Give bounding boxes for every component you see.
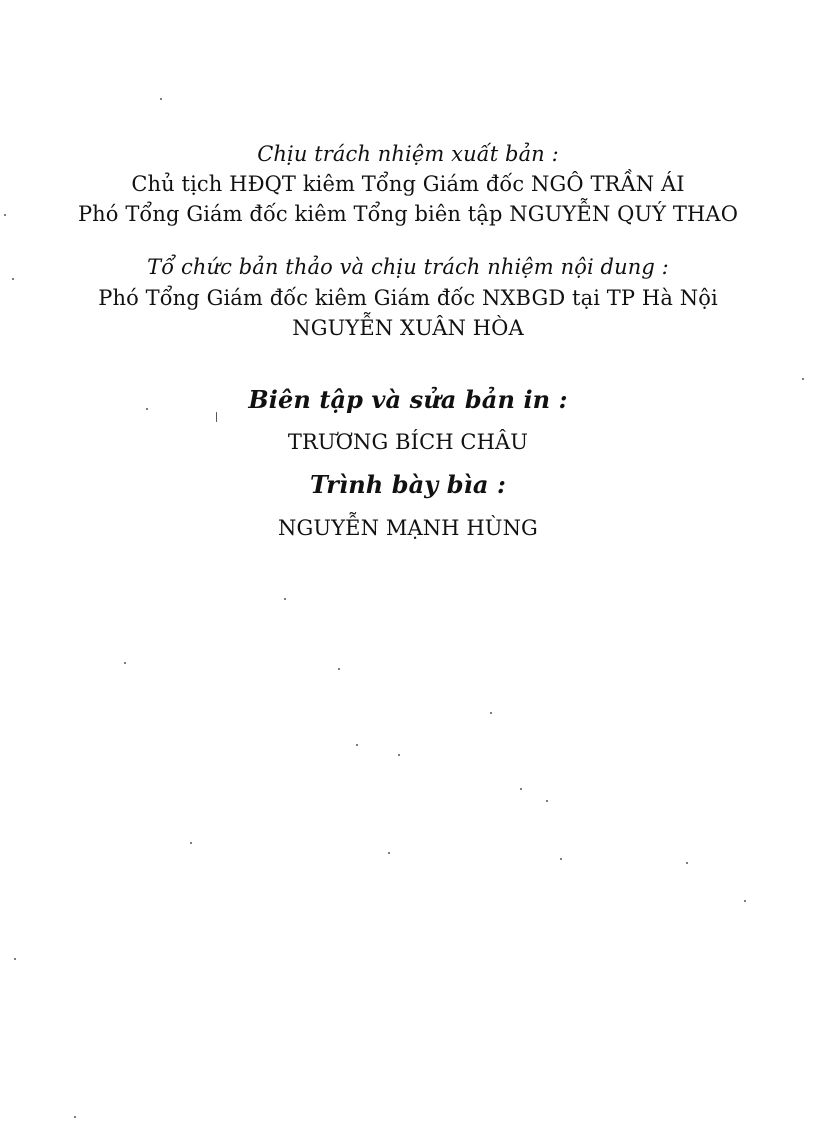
editing-name: TRƯƠNG BÍCH CHÂU <box>287 430 529 454</box>
scan-speck <box>284 598 286 600</box>
scan-speck <box>124 662 126 664</box>
content-heading: Tổ chức bản thảo và chịu trách nhiệm nội dung : <box>147 255 669 279</box>
scan-speck <box>388 852 390 854</box>
scan-speck <box>216 412 217 422</box>
scan-speck <box>160 98 162 100</box>
scan-speck <box>686 862 688 864</box>
cover-heading: Trình bày bìa : <box>310 470 506 499</box>
scan-speck <box>490 712 492 714</box>
scan-speck <box>398 754 400 756</box>
scan-speck <box>356 744 358 746</box>
scan-speck <box>744 900 746 902</box>
scan-speck <box>338 668 340 670</box>
scan-speck <box>546 800 548 802</box>
scan-speck <box>14 958 16 960</box>
scan-speck <box>74 1116 76 1118</box>
scan-speck <box>802 378 804 380</box>
editing-heading: Biên tập và sửa bản in : <box>248 385 568 414</box>
scan-speck <box>560 858 562 860</box>
publisher-line-2: Phó Tổng Giám đốc kiêm Tổng biên tập NGUYỄN QUÝ THAO <box>77 202 739 226</box>
content-line-1: Phó Tổng Giám đốc kiêm Giám đốc NXBGD tại TP Hà Nội <box>98 286 718 310</box>
scan-speck <box>146 408 148 410</box>
scan-speck <box>190 842 192 844</box>
scan-speck <box>4 214 6 216</box>
publisher-line-1: Chủ tịch HĐQT kiêm Tổng Giám đốc NGÔ TRẦN ÁI <box>131 172 685 196</box>
cover-name: NGUYỄN MẠNH HÙNG <box>278 516 538 540</box>
scan-speck <box>12 278 14 280</box>
scan-speck <box>520 788 522 790</box>
content-line-2: NGUYỄN XUÂN HÒA <box>292 316 524 340</box>
publisher-heading: Chịu trách nhiệm xuất bản : <box>257 142 559 166</box>
